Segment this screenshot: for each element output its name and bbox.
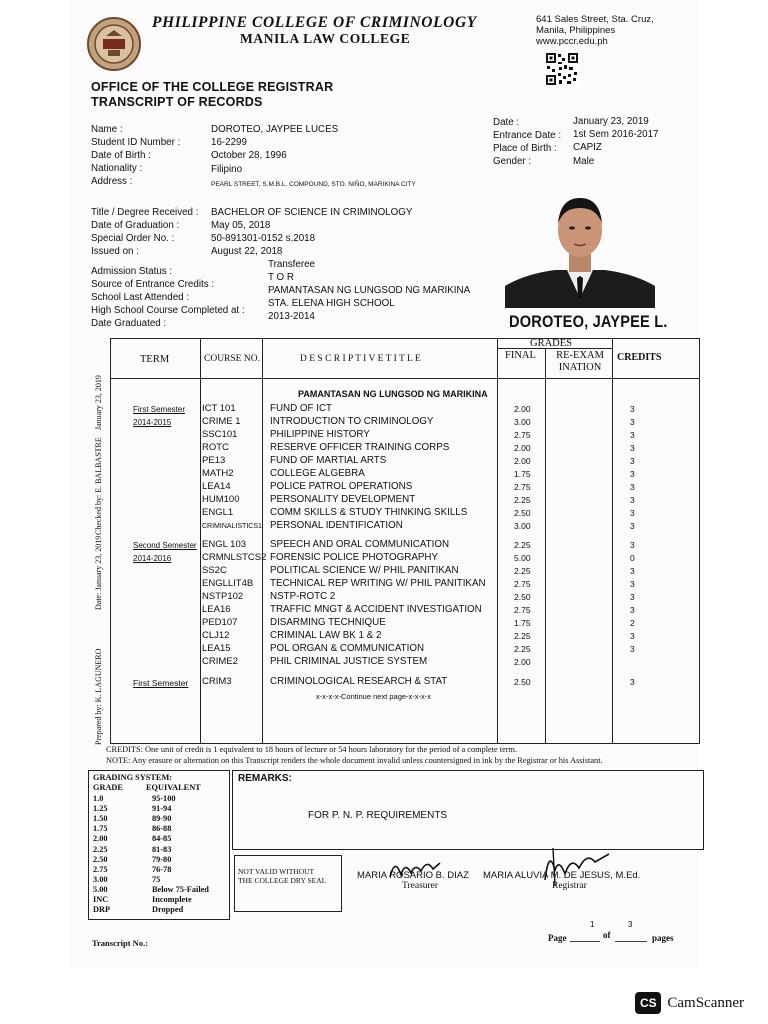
treasurer-name: MARIA ROSARIO B. DIAZ (357, 870, 469, 881)
grade-value: 2.00 (93, 834, 108, 844)
course-code: SS2C (202, 565, 227, 576)
final-grade: 2.25 (514, 495, 531, 505)
registrar-title: Registrar (552, 881, 587, 891)
course-credits: 3 (630, 579, 635, 589)
course-code: ICT 101 (202, 403, 236, 414)
term-year: 2014-2015 (133, 418, 172, 427)
final-grade: 1.75 (514, 618, 531, 628)
document-title: TRANSCRIPT OF RECORDS (91, 95, 263, 109)
graduation-date: May 05, 2018 (211, 220, 271, 231)
address-label: Address : (91, 176, 133, 187)
final-grade: 2.75 (514, 605, 531, 615)
course-credits: 0 (630, 553, 635, 563)
grade-equivalent: Incomplete (152, 895, 192, 904)
course-credits: 3 (630, 677, 635, 687)
grade-equivalent: 76-78 (152, 864, 172, 874)
course-code: CRMNLSTCS2 (202, 552, 267, 563)
course-title: FORENSIC POLICE PHOTOGRAPHY (270, 552, 439, 563)
course-credits: 3 (630, 605, 635, 615)
pob-label: Place of Birth : (493, 143, 557, 154)
grade-equivalent: Dropped (152, 905, 184, 915)
table-left-border (110, 338, 111, 743)
term-header: TERM (140, 354, 170, 365)
course-credits: 3 (630, 404, 635, 414)
course-code: HUM100 (202, 494, 240, 505)
course-credits: 3 (630, 469, 635, 479)
term-label: First Semester (133, 405, 186, 414)
course-title: RESERVE OFFICER TRAINING CORPS (270, 442, 450, 453)
remarks-label: REMARKS: (238, 773, 292, 784)
college-seal-icon (86, 16, 142, 72)
transcript-no-label: Transcript No.: (92, 938, 149, 948)
course-title: INTRODUCTION TO CRIMINOLOGY (270, 416, 434, 427)
gender-label: Gender : (493, 156, 532, 167)
grade-value: 1.75 (93, 824, 108, 834)
grade-value: 1.50 (93, 814, 108, 824)
of-label: of (603, 930, 611, 940)
term-column-divider (200, 338, 201, 743)
course-credits: 3 (630, 644, 635, 654)
grade-value: 2.50 (93, 854, 108, 864)
course-code: LEA14 (202, 481, 231, 492)
credits-note: CREDITS: One unit of credit is 1 equivalent to 18 hours of lecture or 54 hours laboratory for the period of a complete term. (106, 745, 518, 754)
date-label: Date : (493, 117, 520, 128)
term-label: First Semester (133, 678, 189, 688)
last-school: PAMANTASAN NG LUNGSOD NG MARIKINA (268, 285, 471, 296)
checked-date-note: January 23, 2019 (94, 375, 103, 430)
course-column-divider (262, 338, 263, 743)
student-address: PEARL STREET, S.M.B.L. COMPOUND, STO. NIÑO, MARIKINA CITY (211, 181, 416, 188)
course-title: FUND OF MARTIAL ARTS (270, 455, 387, 466)
course-title: PHIL CRIMINAL JUSTICE SYSTEM (270, 656, 428, 667)
course-title: TRAFFIC MNGT & ACCIDENT INVESTIGATION (270, 604, 482, 615)
course-code: PE13 (202, 455, 226, 466)
course-credits: 3 (630, 631, 635, 641)
grade-equivalent: 95-100 (152, 794, 176, 803)
course-code: CRIME2 (202, 656, 238, 667)
table-right-border (699, 338, 700, 743)
admission-status: Transferee (268, 259, 316, 270)
grade-value: 3.00 (93, 874, 108, 884)
course-code: ENGL 103 (202, 539, 247, 550)
course-title: SPEECH AND ORAL COMMUNICATION (270, 539, 450, 550)
final-grade: 2.00 (514, 456, 531, 466)
grade-equivalent: 86-88 (152, 824, 172, 834)
entrance-credits: T O R (268, 272, 294, 283)
course-code: CRIM3 (202, 676, 232, 687)
date-graduated-label: Date Graduated : (91, 318, 167, 329)
grade-equivalent: Below 75-Failed (152, 884, 209, 894)
course-title: TECHNICAL REP WRITING W/ PHIL PANITIKAN (270, 578, 486, 589)
grade-value: 2.75 (93, 864, 108, 874)
course-credits: 3 (630, 592, 635, 602)
name-label: Name : (91, 124, 123, 135)
course-code: LEA16 (202, 604, 231, 615)
student-nationality: Filipino (211, 164, 243, 175)
final-grade: 2.50 (514, 677, 531, 687)
course-title: COLLEGE ALGEBRA (270, 468, 365, 479)
grade-equivalent: 81-83 (152, 844, 172, 854)
course-title: FUND OF ICT (270, 403, 333, 414)
student-id: 16-2299 (211, 137, 247, 148)
issued-on: August 22, 2018 (211, 246, 283, 257)
total-pages-line (615, 941, 647, 942)
course-code: NSTP102 (202, 591, 244, 602)
course-title: DISARMING TECHNIQUE (270, 617, 386, 628)
course-credits: 3 (630, 443, 635, 453)
student-dob: October 28, 1996 (211, 150, 287, 161)
final-grade: 2.25 (514, 631, 531, 641)
course-credits: 3 (630, 417, 635, 427)
grade-equivalent: 79-80 (152, 854, 172, 864)
course-code: PED107 (202, 617, 238, 628)
course-code: LEA15 (202, 643, 231, 654)
nationality-label: Nationality : (91, 163, 143, 174)
college-name: MANILA LAW COLLEGE (240, 31, 411, 46)
last-school-label: School Last Attended : (91, 292, 190, 303)
seal-note: NOT VALID WITHOUT THE COLLEGE DRY SEAL (238, 867, 327, 885)
student-id-label: Student ID Number : (91, 137, 181, 148)
place-of-birth: CAPIZ (573, 142, 602, 153)
reexam-header: RE-EXAM INATION (556, 350, 604, 373)
camscanner-text: CamScanner (667, 994, 744, 1011)
course-credits: 3 (630, 495, 635, 505)
course-title: POLICE PATROL OPERATIONS (270, 481, 413, 492)
course-code: ENGLLIT4B (202, 578, 254, 589)
camscanner-watermark (635, 992, 744, 1014)
term-year: 2014-2016 (133, 554, 172, 563)
course-title: PHILIPPINE HISTORY (270, 429, 370, 440)
course-title: COMM SKILLS & STUDY THINKING SKILLS (270, 507, 468, 518)
total-pages: 3 (628, 920, 633, 929)
prepared-by-note: Prepared by: K. LAGUNERO (94, 648, 103, 745)
final-grade: 2.50 (514, 508, 531, 518)
degree-title: BACHELOR OF SCIENCE IN CRIMINOLOGY (211, 207, 413, 218)
final-grade: 1.75 (514, 469, 531, 479)
treasurer-title: Treasurer (402, 881, 439, 891)
camscanner-logo-icon: CS (635, 992, 661, 1014)
course-code: SSC101 (202, 429, 238, 440)
qr-code-icon (545, 52, 579, 86)
final-grade: 2.00 (514, 404, 531, 414)
remarks-text: FOR P. N. P. REQUIREMENTS (308, 810, 448, 821)
course-code: ENGL1 (202, 507, 234, 518)
course-title: CRIMINAL LAW BK 1 & 2 (270, 630, 382, 641)
course-title: PERSONAL IDENTIFICATION (270, 520, 403, 531)
course-credits: 3 (630, 430, 635, 440)
equivalent-column-header: EQUIVALENT (146, 783, 201, 792)
grade-column-header: GRADE (93, 783, 123, 792)
special-order: 50-891301-0152 s.2018 (211, 233, 316, 244)
remarks-box (232, 770, 704, 850)
grade-value: 1.25 (93, 804, 108, 814)
title-column-divider (497, 338, 498, 743)
date-note: Date: January 23, 2019 (94, 535, 103, 610)
photo-caption: DOROTEO, JAYPEE L. (509, 312, 668, 331)
title-header: D E S C R I P T I V E T I T L E (300, 354, 421, 364)
grade-value: 2.25 (93, 844, 108, 854)
final-grade: 2.75 (514, 579, 531, 589)
gender: Male (573, 156, 595, 167)
course-code: CLJ12 (202, 630, 230, 641)
course-title: CRIMINOLOGICAL RESEARCH & STAT (270, 676, 448, 687)
grade-value: 5.00 (93, 884, 108, 894)
grade-equivalent: 84-85 (152, 834, 172, 844)
course-credits: 3 (630, 482, 635, 492)
page-number: 1 (590, 920, 595, 929)
school-website: www.pccr.edu.ph (536, 36, 608, 47)
course-credits: 3 (630, 508, 635, 518)
page-label: Page (548, 933, 567, 943)
final-grade: 2.00 (514, 443, 531, 453)
course-credits: 2 (630, 618, 635, 628)
course-title: POL ORGAN & COMMUNICATION (270, 643, 425, 654)
grade-value: 1.0 (93, 794, 104, 803)
final-grade: 2.25 (514, 566, 531, 576)
course-code: CRIMINALISTICS1 (202, 523, 262, 530)
course-code: CRIME 1 (202, 416, 241, 427)
registrar-name: MARIA ALUVIA M. DE JESUS, M.Ed. (483, 870, 641, 881)
continue-note: x-x-x-x-Continue next page-x-x-x-x (316, 692, 432, 701)
credits-header: CREDITS (617, 352, 662, 363)
erasure-note: NOTE: Any erasure or alternation on this Transcript renders the whole document invalid unless countersigned in ink by the Registrar or his Assistant. (106, 756, 603, 765)
record-date: January 23, 2019 (573, 116, 649, 127)
course-title: NSTP-ROTC 2 (270, 591, 336, 602)
grade-equivalent: 89-90 (152, 814, 172, 824)
page-number-line (570, 941, 600, 942)
final-grade: 3.00 (514, 417, 531, 427)
issued-on-label: Issued on : (91, 246, 139, 257)
graduation-date-label: Date of Graduation : (91, 220, 180, 231)
final-grade: 2.50 (514, 592, 531, 602)
grade-equivalent: 91-94 (152, 804, 172, 814)
course-title: POLITICAL SCIENCE W/ PHIL PANITIKAN (270, 565, 459, 576)
student-photo (505, 186, 655, 308)
course-credits: 3 (630, 521, 635, 531)
student-name: DOROTEO, JAYPEE LUCES (211, 124, 339, 135)
grading-system-title: GRADING SYSTEM: (93, 773, 173, 782)
pages-label: pages (652, 933, 674, 943)
grade-value: INC (93, 895, 109, 904)
grade-value: DRP (93, 905, 111, 915)
course-code: ROTC (202, 442, 229, 453)
final-grade: 2.00 (514, 657, 531, 667)
final-grade: 5.00 (514, 553, 531, 563)
reexam-column-divider (612, 338, 613, 743)
course-credits: 3 (630, 566, 635, 576)
final-grade: 2.75 (514, 482, 531, 492)
dob-label: Date of Birth : (91, 150, 151, 161)
course-code: MATH2 (202, 468, 234, 479)
final-grade: 2.25 (514, 540, 531, 550)
table-bottom-border (110, 743, 700, 744)
term-label: Second Semester (133, 541, 197, 550)
degree-label: Title / Degree Received : (91, 207, 199, 218)
school-heading: PAMANTASAN NG LUNGSOD NG MARIKINA (298, 389, 488, 399)
grade-equivalent: 75 (152, 874, 161, 884)
checked-by-note: Checked by: E. BALBASTRE (94, 437, 103, 535)
school-address-line: Manila, Philippines (536, 25, 616, 36)
entrance-credits-label: Source of Entrance Credits : (91, 279, 215, 290)
entrance-date: 1st Sem 2016-2017 (573, 129, 659, 140)
office-title: OFFICE OF THE COLLEGE REGISTRAR (91, 80, 334, 94)
course-credits: 3 (630, 456, 635, 466)
final-grade: 2.25 (514, 644, 531, 654)
entrance-label: Entrance Date : (493, 130, 562, 141)
school-name: PHILIPPINE COLLEGE OF CRIMINOLOGY (152, 14, 477, 31)
final-grade: 2.75 (514, 430, 531, 440)
final-header: FINAL (505, 350, 536, 361)
grades-header: GRADES (530, 338, 573, 349)
special-order-label: Special Order No. : (91, 233, 175, 244)
course-credits: 3 (630, 540, 635, 550)
admission-status-label: Admission Status : (91, 266, 173, 277)
school-address-line: 641 Sales Street, Sta. Cruz, (536, 14, 654, 25)
date-graduated: 2013-2014 (268, 311, 315, 322)
course-header: COURSE NO. (204, 354, 260, 364)
final-column-divider (545, 348, 546, 743)
course-title: PERSONALITY DEVELOPMENT (270, 494, 416, 505)
final-grade: 3.00 (514, 521, 531, 531)
high-school: STA. ELENA HIGH SCHOOL (268, 298, 395, 309)
high-school-label: High School Course Completed at : (91, 305, 245, 316)
